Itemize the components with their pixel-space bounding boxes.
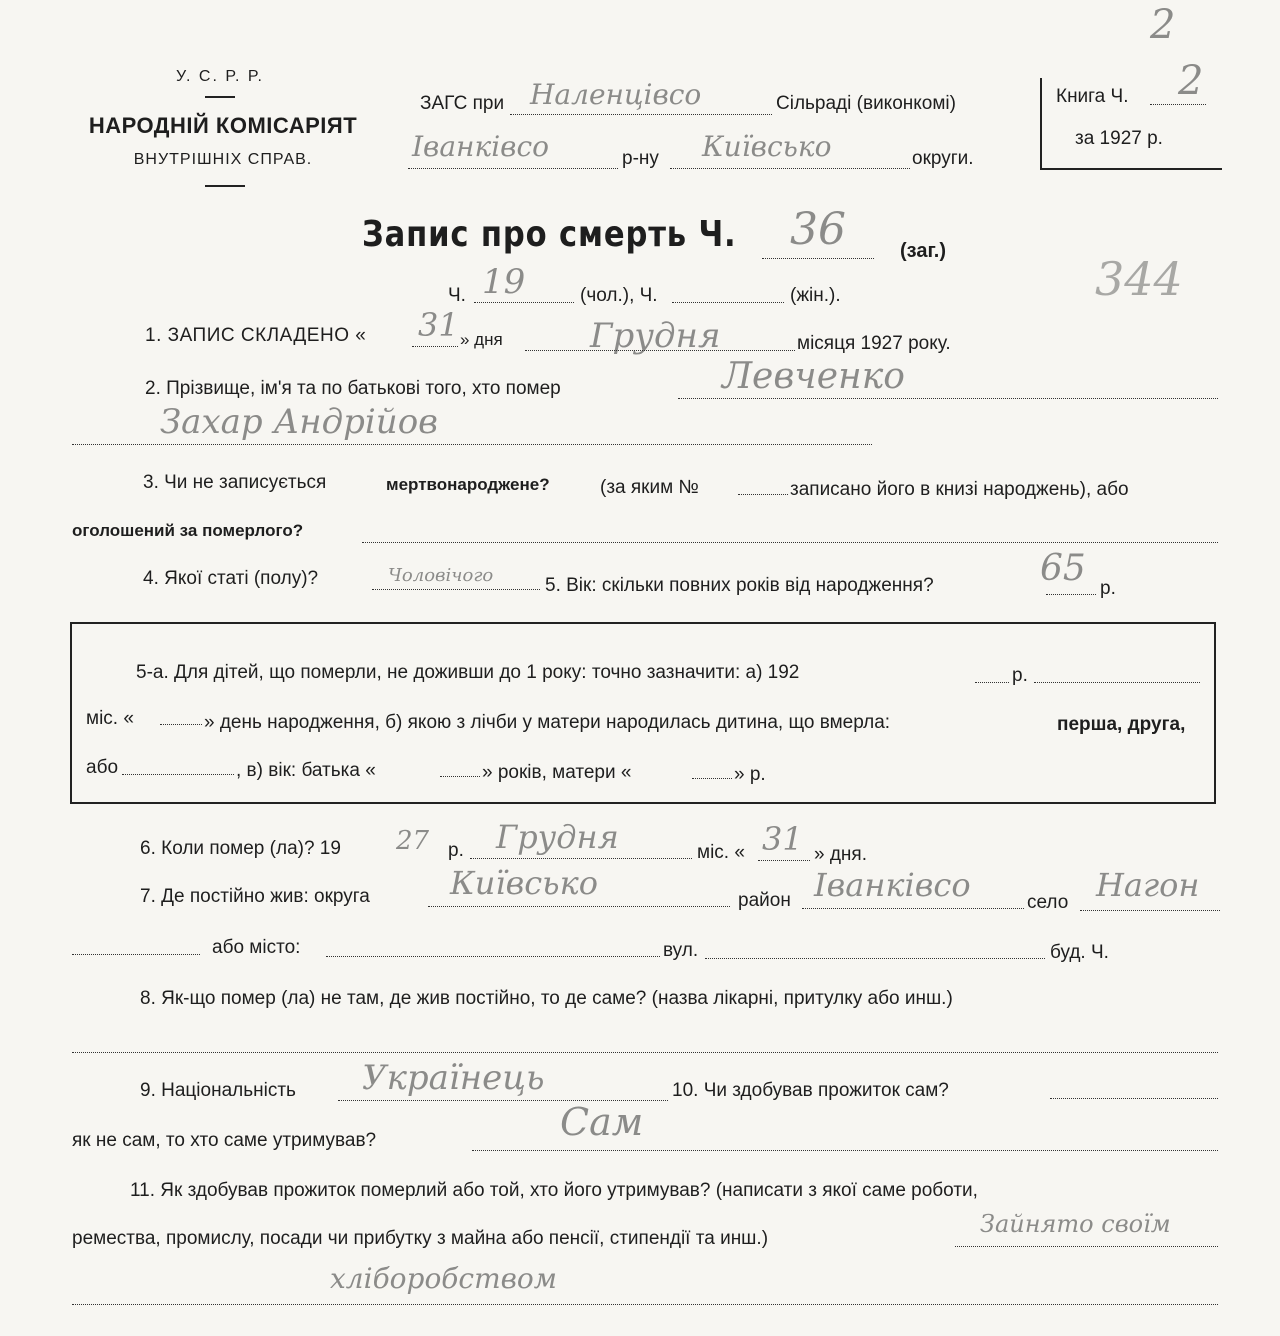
f6-r: р. (448, 840, 464, 861)
f3-number-line (738, 494, 788, 495)
f7-selo-line (1080, 910, 1220, 911)
f6-day-line (758, 860, 810, 861)
f11-line2: ремества, промислу, посади чи прибутку з майна або пенсії, стипендії та инш.) (72, 1228, 769, 1249)
f11-line2-tail (955, 1246, 1218, 1247)
f5a-line3d: » р. (734, 764, 766, 785)
f5-age-label: 5. Вік: скільки повних років від народження? (545, 575, 934, 596)
f1-label: 1. ЗАПИС СКЛАДЕНО « (145, 325, 367, 346)
f2-surname-line (678, 398, 1218, 399)
f7-city-line (326, 956, 660, 957)
header-commissariat: НАРОДНІЙ КОМІСАРІЯТ (88, 113, 358, 138)
f10-line (1050, 1098, 1218, 1099)
council-label: Сільраді (виконкомі) (776, 93, 956, 114)
female-count-line (672, 302, 784, 303)
f1-month-line (525, 350, 795, 351)
header-department: ВНУТРІШНІХ СПРАВ. (133, 151, 313, 168)
f1-tail: місяця 1927 року. (797, 333, 951, 354)
f2-surname-value: Левченко (722, 356, 905, 397)
f5a-line1: 5-а. Для дітей, що померли, не доживши до 1 року: точно зазначити: а) 192 (136, 662, 800, 683)
f7-selo-label: село (1027, 892, 1069, 913)
f10-line2: як не сам, то хто саме утримував? (72, 1130, 377, 1151)
record-number: 36 (790, 204, 846, 255)
f5a-mother-age-line (692, 778, 732, 779)
f7-okruga-value: Київсько (450, 864, 598, 902)
f6-day-value: 31 (762, 820, 803, 858)
f7-street-label: вул. (663, 940, 699, 961)
subtitle-ch: Ч. (448, 285, 466, 306)
book-number: 2 (1178, 58, 1204, 104)
female-label: (жін.). (790, 285, 841, 306)
f7-rayon-value: Іванківсо (814, 866, 971, 904)
f9-nationality-value: Українець (362, 1058, 545, 1098)
f6-year-value: 27 (396, 826, 430, 856)
f5a-year-line (975, 682, 1009, 683)
f1-day-line (412, 346, 458, 347)
f8-line (72, 1052, 1218, 1053)
f11-line1: 11. Як здобував прожиток померлий або той, хто його утримував? (написати з якої саме роботи, (130, 1180, 978, 1201)
f6-dnya: » дня. (814, 844, 867, 865)
f3-declared-line (362, 542, 1218, 543)
f5a-month-line (160, 724, 202, 725)
okruga-label: округи. (912, 148, 974, 169)
f5a-line1-end: р. (1012, 665, 1028, 686)
f7-rayon-line (802, 908, 1024, 909)
f1-day-value: 31 (418, 306, 459, 344)
f10-label: 10. Чи здобував прожиток сам? (672, 1080, 949, 1101)
title-suffix: (заг.) (900, 240, 947, 262)
zags-village-value: Наленцівсо (530, 78, 702, 111)
f7-building-label: буд. Ч. (1050, 942, 1109, 963)
male-count-value: 19 (482, 262, 526, 302)
f3-line1b: (за яким № (600, 477, 699, 498)
f3-line2: оголошений за померлого? (72, 521, 304, 540)
header-republic: У. С. Р. Р. (175, 68, 264, 85)
f7-label: 7. Де постійно жив: округа (140, 886, 370, 907)
f10-supporter-line (472, 1150, 1218, 1151)
f5a-line2a: міс. « (86, 708, 134, 729)
record-number-line (762, 258, 874, 259)
f3-line1: 3. Чи не записується (143, 472, 327, 493)
f4-sex-line (372, 589, 540, 590)
book-label: Книга Ч. (1056, 86, 1129, 107)
f5a-line1-tail (1034, 682, 1200, 683)
okruga-line (670, 168, 910, 169)
f6-label: 6. Коли помер (ла)? 19 (140, 838, 341, 859)
f2-name-value: Захар Андрійов (160, 402, 438, 442)
f5-age-line (1046, 594, 1096, 595)
f10-supporter-value: Сам (560, 1100, 644, 1144)
f2-name-line (72, 444, 872, 445)
f5-age-value: 65 (1040, 548, 1086, 589)
f7-okruga-line (428, 906, 730, 907)
f8-label: 8. Як-що помер (ла) не там, де жив постійно, то де саме? (назва лікарні, притулку або инш.) (140, 988, 953, 1009)
male-count-line (474, 302, 574, 303)
zags-village-line (510, 114, 772, 115)
divider (205, 185, 245, 187)
book-year: за 1927 р. (1075, 128, 1163, 149)
margin-number: 344 (1095, 252, 1183, 306)
f3-line1c: записано його в книзі народжень), або (790, 479, 1129, 500)
divider (205, 96, 235, 98)
rayon-label: р-ну (622, 148, 659, 169)
f2-label: 2. Прізвище, ім'я та по батькові того, хто помер (145, 378, 561, 399)
f4-label: 4. Якої статі (полу)? (143, 568, 319, 589)
f7-street-line (705, 958, 1045, 959)
f7-selo-value: Нагон (1096, 866, 1200, 904)
f5-age-suffix: р. (1100, 578, 1116, 599)
f3-stillborn: мертвонароджене? (386, 475, 550, 494)
f11-line3 (72, 1304, 1218, 1305)
f6-month-value: Грудня (496, 818, 619, 856)
corner-page-mark: 2 (1150, 2, 1176, 48)
f5a-father-age-line (440, 776, 480, 777)
rayon-value: Іванківсо (412, 130, 550, 163)
f11-value2: хліборобством (330, 1262, 557, 1295)
f5a-line2b: » день народження, б) якою з лічби у матери народилась дитина, що вмерла: (204, 712, 891, 733)
f5a-line3c: » років, матери « (482, 762, 632, 783)
okruga-value: Київсько (702, 130, 832, 163)
book-number-line (1150, 104, 1206, 105)
f7-city-label: або місто: (212, 937, 301, 958)
f7-continue-line (72, 954, 200, 955)
f9-label: 9. Національність (140, 1080, 296, 1101)
f5a-line3b: , в) вік: батька « (236, 760, 376, 781)
f4-sex-value: Чоловічого (388, 565, 494, 586)
f1-month-value: Грудня (590, 316, 721, 356)
f6-month-line (470, 858, 692, 859)
f1-day-suffix: » дня (460, 330, 503, 349)
f6-mis: міс. « (697, 842, 745, 863)
f7-rayon-label: район (738, 890, 791, 911)
f5a-line3a: або (86, 757, 119, 778)
f5a-line2c: перша, друга, (1057, 714, 1186, 735)
page-title: Запис про смерть Ч. (362, 214, 737, 255)
f5a-other-line (122, 774, 234, 775)
zags-prefix: ЗАГС при (420, 93, 505, 114)
male-label: (чол.), Ч. (580, 285, 658, 306)
rayon-line (408, 168, 618, 169)
f11-value1: Зайнято своїм (980, 1210, 1171, 1238)
